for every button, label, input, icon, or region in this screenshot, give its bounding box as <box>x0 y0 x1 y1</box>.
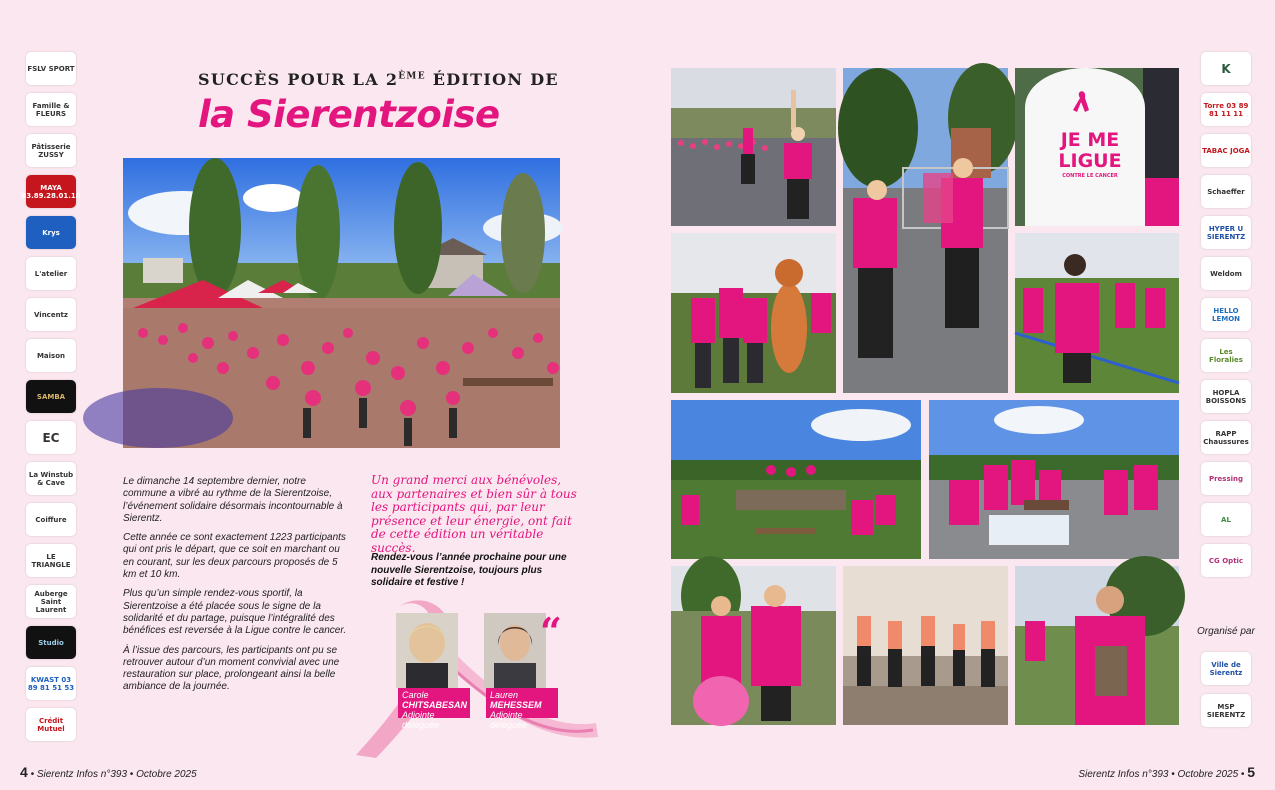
sponsor-logo: Auberge Saint Laurent <box>26 585 76 618</box>
sponsor-logo: RAPP Chaussures <box>1201 421 1251 454</box>
event-photo <box>671 400 921 559</box>
sponsor-logo: LE TRIANGLE <box>26 544 76 577</box>
sponsor-logo: Crédit Mutuel <box>26 708 76 741</box>
sponsor-logo: La Winstub & Cave <box>26 462 76 495</box>
sponsor-logo: Torre 03 89 81 11 11 <box>1201 93 1251 126</box>
sponsor-logo: Schaeffer <box>1201 175 1251 208</box>
article-paragraph: À l’issue des parcours, les participants ont pu se retrouver autour d’un moment convivial avec une restauration sur place, prolongeant ainsi la belle ambiance de la journée. <box>123 644 340 693</box>
article-body <box>123 476 348 701</box>
event-photo <box>1015 566 1179 725</box>
sponsor-logo: Krys <box>26 216 76 249</box>
portrait-caption <box>398 688 470 730</box>
sponsor-logo: HELLO LEMON <box>1201 298 1251 331</box>
article-paragraph: Cette année ce sont exactement 1223 participants qui ont pris le départ, que ce soit en marchant ou en courant, sur les deux parcours proposés de 5 km et 10 km. <box>123 532 346 581</box>
organizer-logo: Ville de Sierentz <box>1201 652 1251 685</box>
sponsor-logo: Pressing <box>1201 462 1251 495</box>
event-photo <box>929 400 1179 559</box>
portrait-caption <box>486 688 558 730</box>
sponsor-logo: Coiffure <box>26 503 76 536</box>
sponsor-logo: L'atelier <box>26 257 76 290</box>
organised-by-label: Organisé par <box>1197 626 1255 637</box>
quote-icon: “ <box>540 609 562 654</box>
shirt-slogan-line: JE ME <box>1060 129 1120 151</box>
page-number: 5 <box>1247 764 1255 780</box>
event-photo <box>1015 68 1179 226</box>
sponsor-logo: HOPLA BOISSONS <box>1201 380 1251 413</box>
sponsor-logo: TABAC JOGA <box>1201 134 1251 167</box>
article-paragraph: Le dimanche 14 septembre dernier, notre commune a vibré au rythme de la Sierentzoise, l’événement solidaire désormais incontournable à Sierentz. <box>123 476 343 524</box>
sponsor-logo: Weldom <box>1201 257 1251 290</box>
article-paragraph: Plus qu’un simple rendez-vous sportif, la Sierentzoise a été placée sous le signe de la solidarité et du partage, puisque l’intégralité des bénéfices est reversée à la Ligue contre le cancer. <box>123 588 347 637</box>
person-last-name: CHITSABESAN <box>402 700 468 710</box>
footer-text: Sierentz Infos n°393 • Octobre 2025 • <box>1078 769 1248 780</box>
page-number: 4 <box>20 764 28 780</box>
event-photo <box>671 233 836 393</box>
rendezvous-text: Rendez-vous l’année prochaine pour une nouvelle Sierentzoise, toujours plus solidaire et festive ! <box>371 552 567 588</box>
footer-left <box>20 764 197 780</box>
sponsor-logo: Studio <box>26 626 76 659</box>
event-photo <box>671 68 836 226</box>
sponsor-logo: HYPER U SIERENTZ <box>1201 216 1251 249</box>
sponsor-logo: SAMBA <box>26 380 76 413</box>
shirt-slogan-small: CONTRE LE CANCER <box>1062 173 1118 179</box>
event-photo <box>843 566 1008 725</box>
shirt-slogan <box>1050 130 1130 180</box>
sponsor-logo: Pâtisserie ZUSSY <box>26 134 76 167</box>
sponsor-logo: K <box>1201 52 1251 85</box>
portrait-photo <box>396 613 458 688</box>
thanks-text: Un grand merci aux bénévoles, aux partenaires et bien sûr à tous les participants qui, par leur présence et leur énergie, ont fait de cette édition un véritable succès. <box>371 473 577 555</box>
sponsor-logo: Les Floralies <box>1201 339 1251 372</box>
person-role: Adjointe déléguée <box>402 710 440 730</box>
article-title: la Sierentzoise <box>198 93 500 136</box>
event-photo <box>843 68 1008 393</box>
sponsor-logo: KWAST 03 89 81 51 53 <box>26 667 76 700</box>
sponsor-logo: Famille & FLEURS <box>26 93 76 126</box>
sponsor-logo: AL <box>1201 503 1251 536</box>
sponsor-logo: CG Optic <box>1201 544 1251 577</box>
person-last-name: MEHESSEM <box>490 700 542 710</box>
sponsor-logo: FSLV SPORT <box>26 52 76 85</box>
event-photo <box>1015 233 1179 393</box>
footer-right <box>1078 764 1255 780</box>
person-role: Adjointe déléguée <box>490 710 528 730</box>
sponsor-logo: Vincentz <box>26 298 76 331</box>
sponsor-logo: MAYA 03.89.28.01.10 <box>26 175 76 208</box>
footer-text: • Sierentz Infos n°393 • Octobre 2025 <box>27 769 197 780</box>
pink-ribbon-icon <box>348 595 603 760</box>
organizer-logo: MSP SIERENTZ <box>1201 694 1251 727</box>
portrait-photo <box>484 613 546 688</box>
shirt-slogan-line: LIGUE <box>1058 150 1122 172</box>
person-first-name: Carole <box>402 690 429 700</box>
person-first-name: Lauren <box>490 690 519 700</box>
sponsor-logo: Maison <box>26 339 76 372</box>
article-kicker: SUCCÈS POUR LA 2ÈME ÉDITION DE <box>198 70 559 89</box>
main-event-photo <box>123 158 560 448</box>
event-photo <box>671 566 836 725</box>
sponsor-logo: EC <box>26 421 76 454</box>
